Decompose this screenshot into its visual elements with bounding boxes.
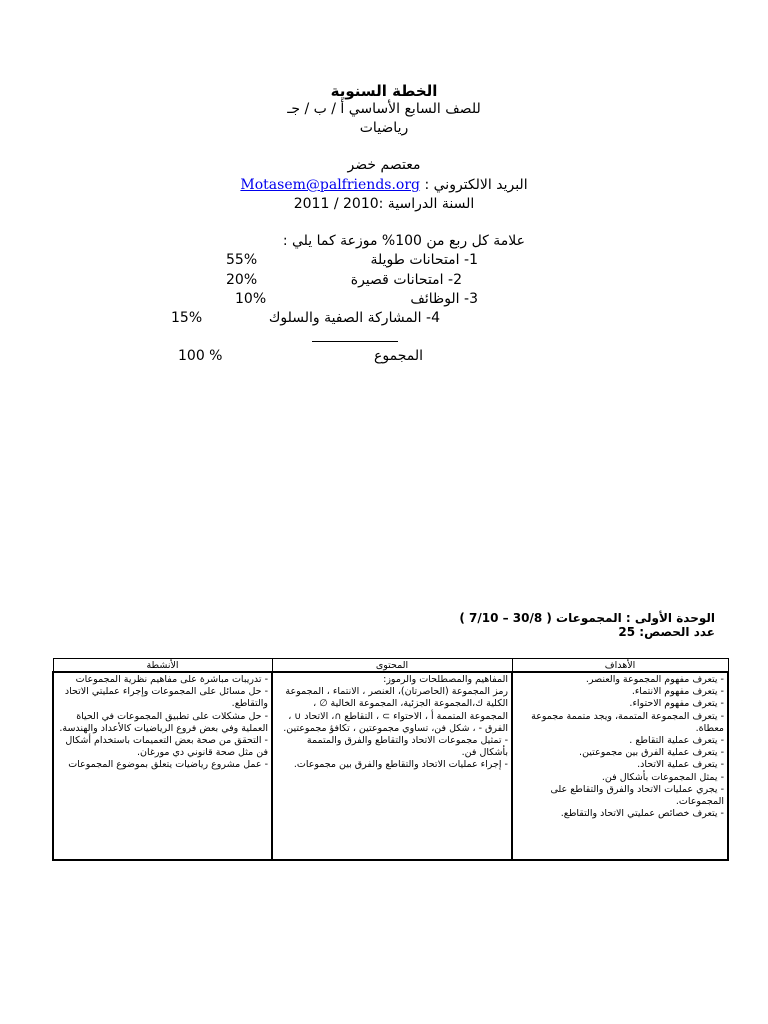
grading-item-percent: 10% [235,291,267,307]
table-row [53,672,728,860]
objective-item: - يتعرف عملية الاتحاد. [637,759,724,771]
header-objectives: الأهداف [512,659,728,673]
school-year: السنة الدراسية :2010 / 2011 [293,196,475,212]
email-line [0,177,768,193]
grading-item-label: 1- امتحانات طويلة [370,252,478,268]
activity-item: - حل مشكلات على تطبيق المجموعات في الحياة العملية وفي بعض فروع الرياضيات كالأعداد والهندسة. [59,710,268,734]
content-item: - إجراء عمليات الاتحاد والتقاطع والفرق بين مجموعات. [293,759,508,771]
objective-item: - يتعرف المجموعة المتممة، ويجد متممة مجموعة معطاة. [531,710,724,734]
unit-periods: عدد الحصص: 25 [618,625,715,639]
content-cell [272,672,512,860]
total-divider [312,341,398,342]
teacher-name: معتصم خضر [347,157,421,173]
document-title: الخطة السنوية [330,82,438,100]
activity-item: - حل مسائل على المجموعات وإجراء عمليتي الاتحاد والتقاطع. [64,686,268,710]
objective-item: - يتعرف مفهوم الانتماء. [631,686,724,698]
content-item: رمز المجموعة (الحاصرتان)، العنصر ، الانتماء ، المجموعة الكلية ك،المجموعة الجزئية، المجموعة الخالية ∅ ، المجموعة المتممة أ ، الاحتواء ⊃ ، التقاطع ∩، الاتحاد ∪ ، الفرق - ، شكل فن، تساوي مجموعتين ، تكافؤ مجموعتين. [283,686,508,734]
table-header-row [53,659,728,673]
unit-title: الوحدة الأولى : المجموعات ( 30/8 – 7/10 ) [459,611,715,625]
grading-intro: علامة كل ربع من 100% موزعة كما يلي : [282,233,525,249]
header-activities: الأنشطة [53,659,272,673]
header-content: المحتوى [272,659,512,673]
grading-item-label: 2- امتحانات قصيرة [350,272,462,288]
content-item: المفاهيم والمصطلحات والرموز: [383,674,508,685]
activity-item: - تدريبات مباشرة على مفاهيم نظرية المجموعات [75,674,268,685]
objective-item: - يجري عمليات الاتحاد والفرق والتقاطع على المجموعات. [550,783,724,808]
objective-item: - يمثل المجموعات بأشكال فن. [601,771,724,783]
objective-item: - يتعرف مفهوم المجموعة والعنصر. [585,674,724,685]
objective-item: - يتعرف خصائص عمليتي الاتحاد والتقاطع. [560,808,724,820]
total-label: المجموع [374,348,423,364]
objective-item: - يتعرف عملية التقاطع . [629,735,724,747]
activities-cell [53,672,272,860]
subject-line: رياضيات [359,120,409,136]
objective-item: - يتعرف عملية الفرق بين مجموعتين. [579,747,724,759]
activity-item: - التحقق من صحة بعض التعميمات باستخدام أشكال فن مثل صحة قانوني دي مورغان. [65,735,268,759]
grading-item-percent: 20% [226,272,258,288]
grading-item-percent: 15% [171,310,203,326]
email-label: البريد الالكتروني : [424,177,528,193]
grading-item-label: 3- الوظائف [410,291,478,307]
grading-item-label: 4- المشاركة الصفية والسلوك [268,310,440,326]
email-link[interactable]: Motasem@palfriends.org [240,177,421,193]
grading-item-percent: 55% [226,252,258,268]
objectives-cell [512,672,728,860]
activity-item: - عمل مشروع رياضيات يتعلق بموضوع المجموعات [68,759,268,771]
grade-line: للصف السابع الأساسي أ / ب / جـ [287,101,481,117]
content-item: - تمثيل مجموعات الاتحاد والتقاطع والفرق والمتممة بأشكال فن. [306,735,508,759]
objective-item: - يتعرف مفهوم الاحتواء. [629,698,724,710]
unit-plan-table [52,658,729,861]
total-value: 100 % [178,348,223,364]
